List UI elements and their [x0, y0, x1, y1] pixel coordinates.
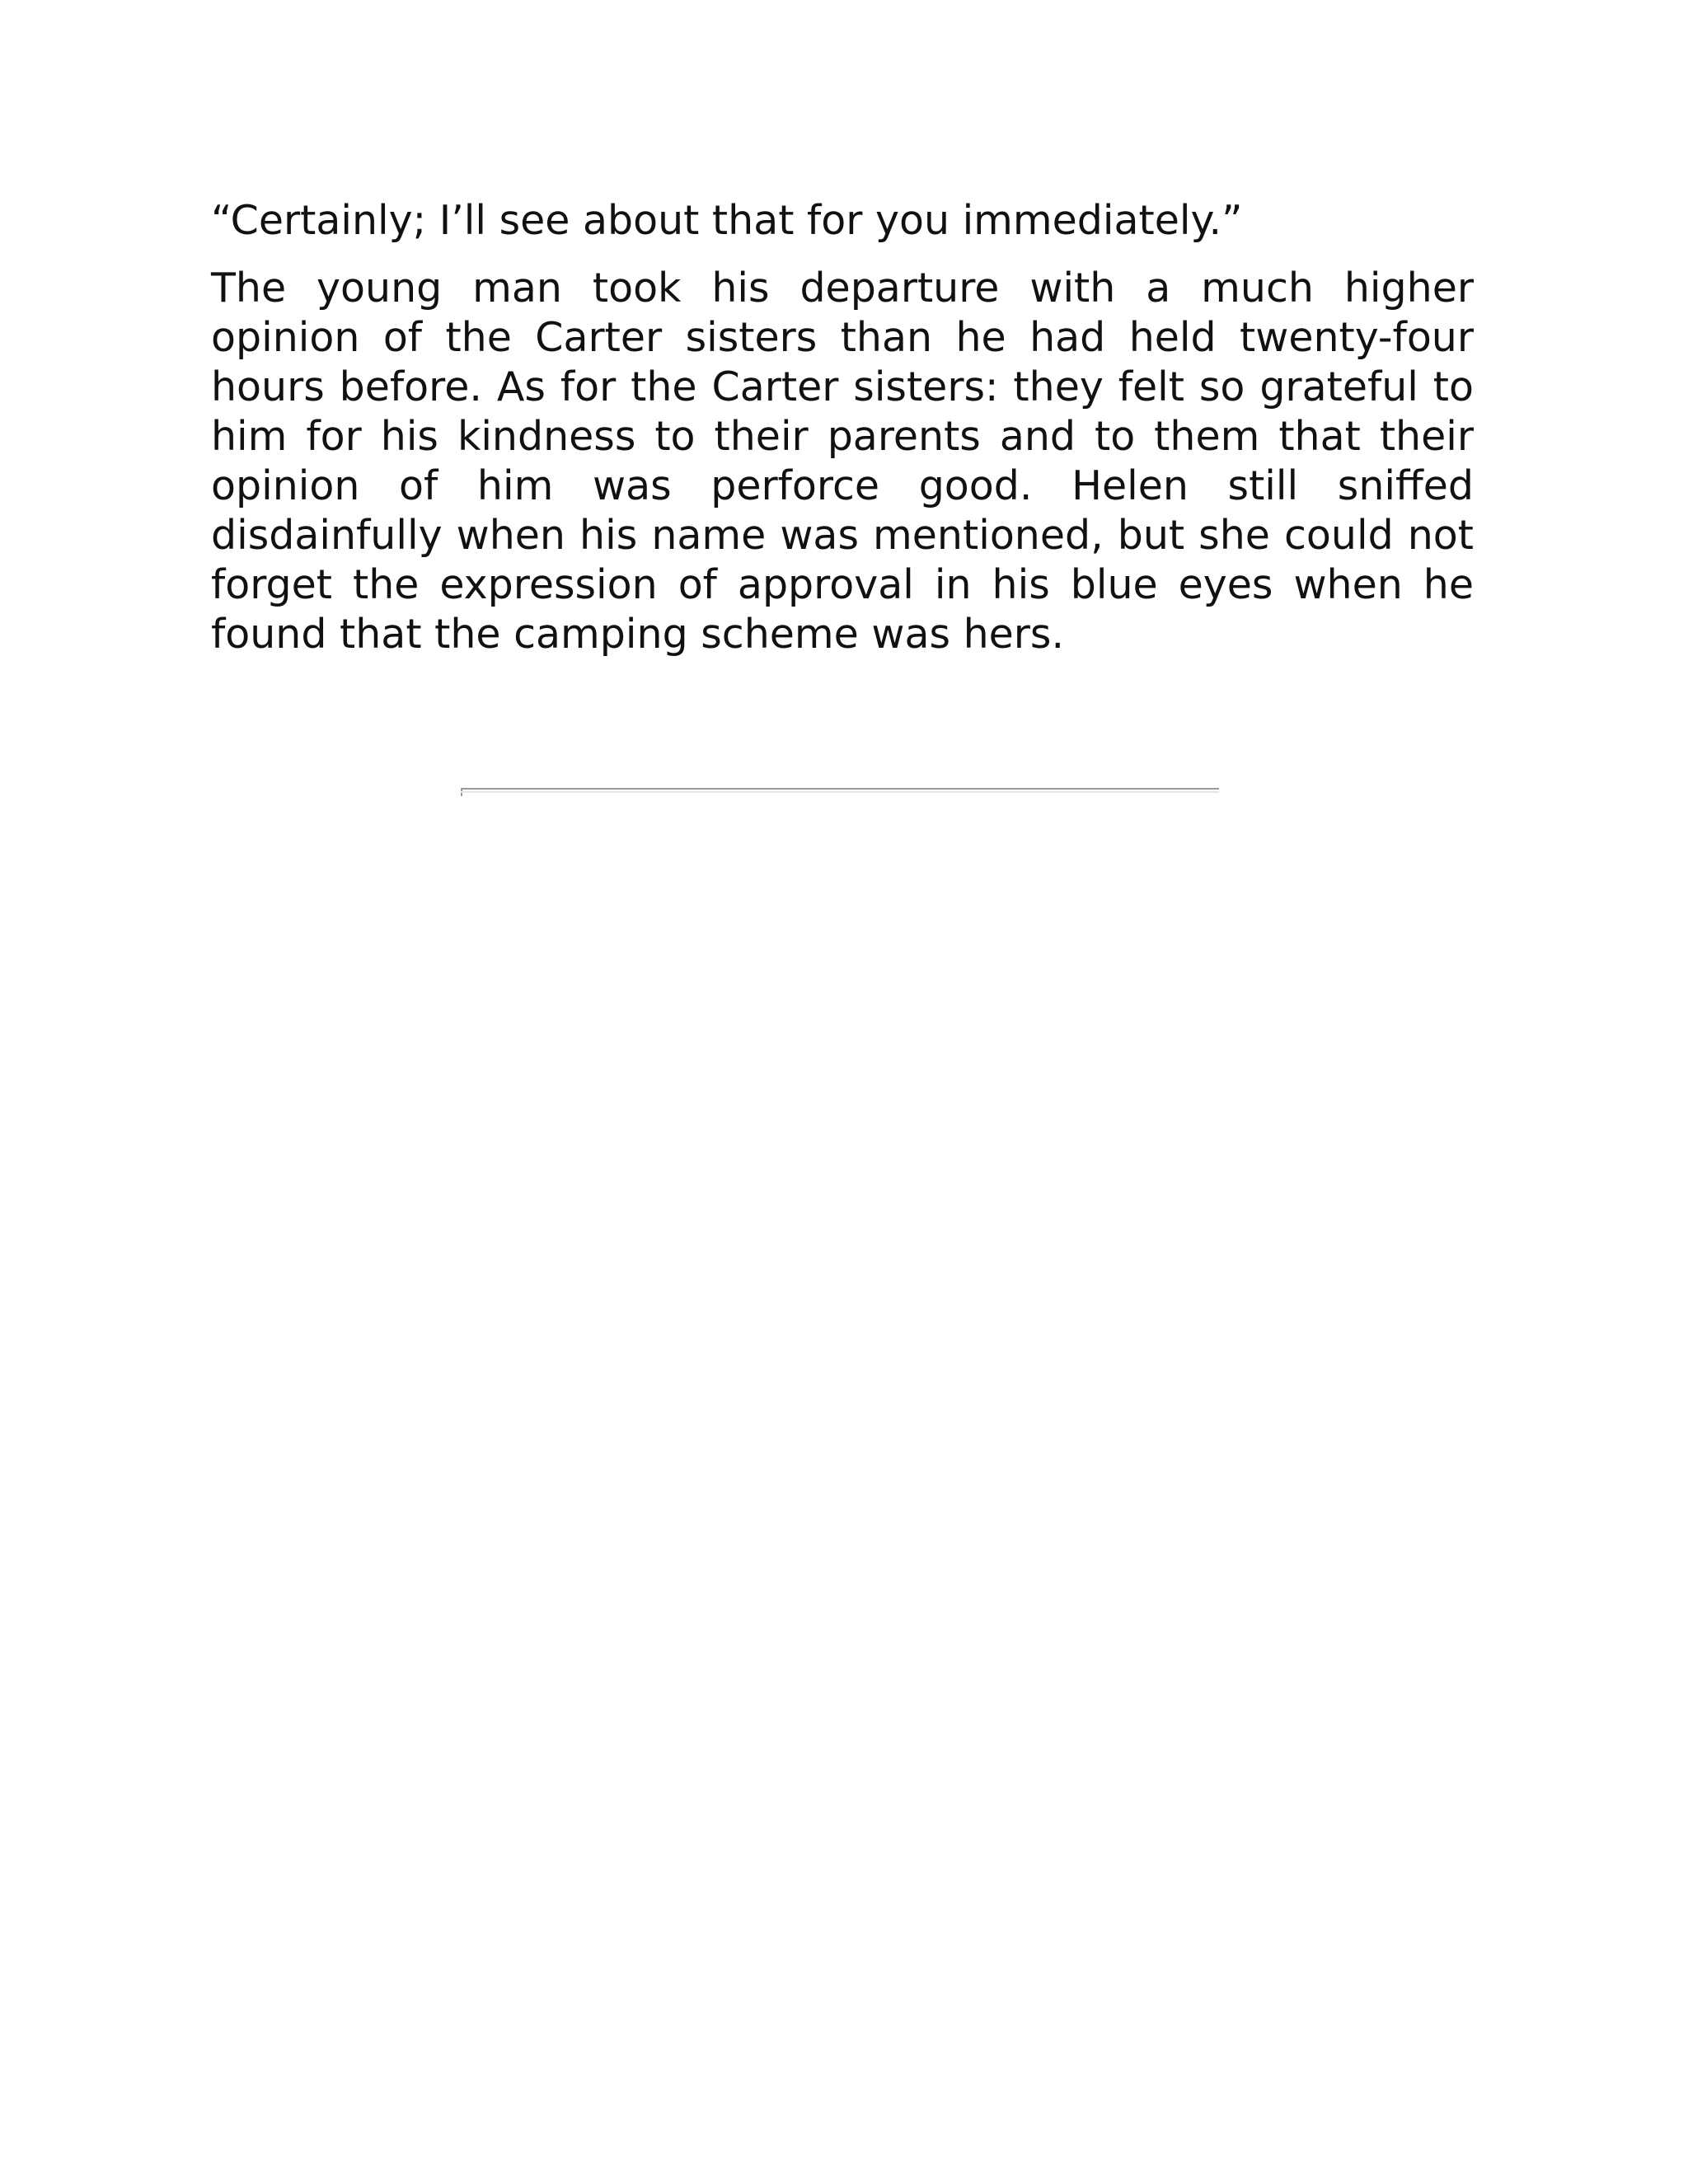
section-divider-rule: [461, 788, 1219, 790]
body-text: [211, 196, 1474, 659]
paragraph-dialogue: “Certainly; I’ll see about that for you immediately.”: [211, 197, 1243, 244]
paragraph-narrative: The young man took his departure with a much higher opinion of the Carter sisters than he had held twenty-four hours before. As for the Carter sisters: they felt so grateful to him for his kindness to their parents and to them that their opinion of him was perforce good. Helen still sniffed disdainfully when his name was mentioned, but she could not forget the expression of approval in his blue eyes when he found that the camping scheme was hers.: [211, 265, 1474, 658]
